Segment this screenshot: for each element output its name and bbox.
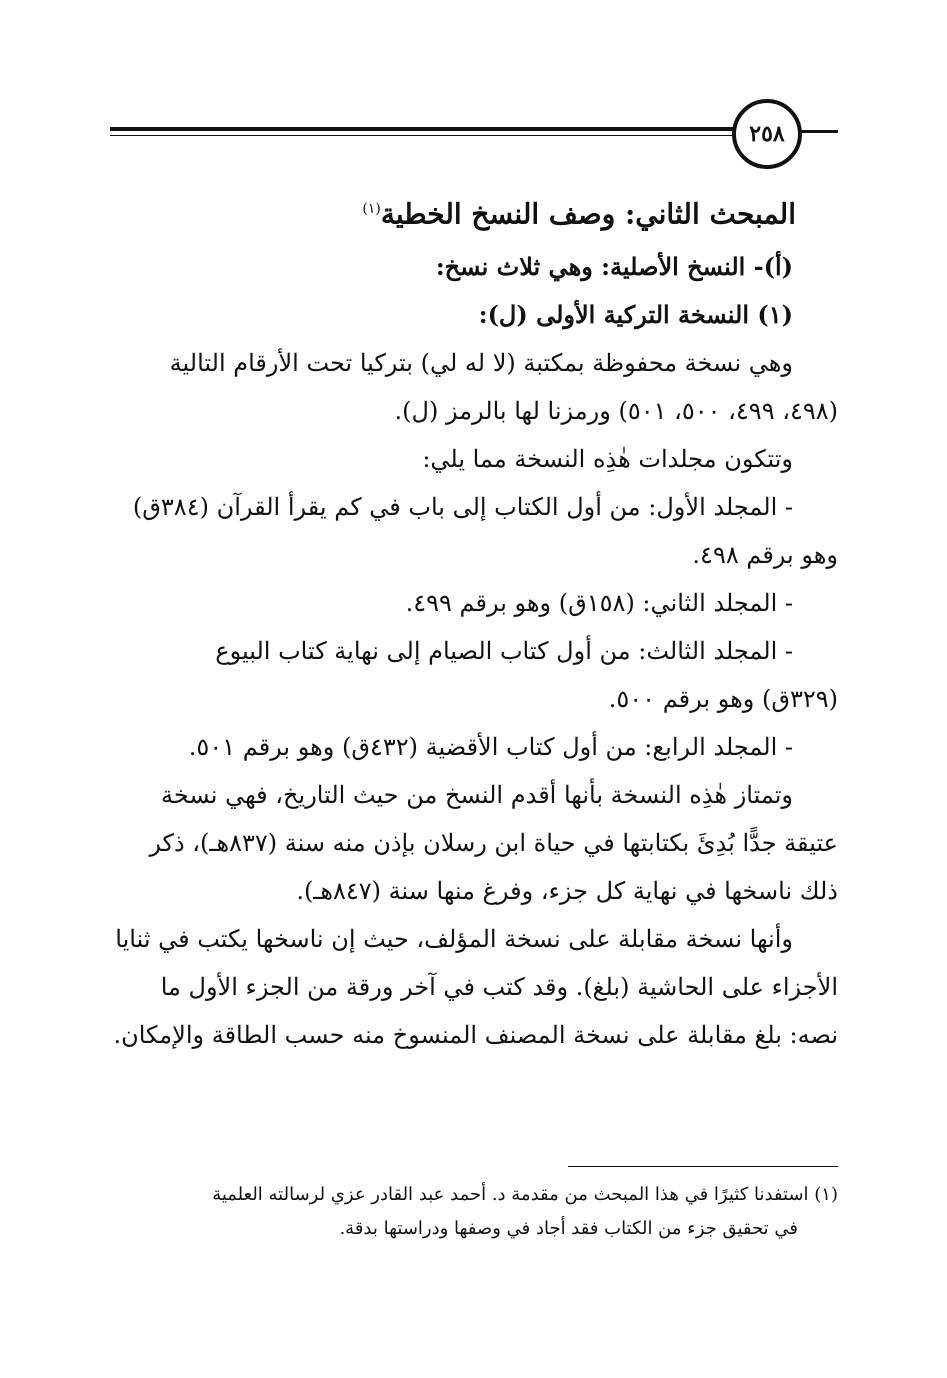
text-line: وهو برقم ٤٩٨.	[692, 541, 838, 570]
subheading-first-turkish-copy: (١) النسخة التركية الأولى (ل):	[478, 300, 793, 330]
header-rule-right	[800, 130, 838, 133]
text-line: وأنها نسخة مقابلة على نسخة المؤلف، حيث إن ناسخها يكتب في ثنايا	[115, 925, 793, 954]
footnote-ref: (١)	[362, 201, 381, 217]
footnote-line: (١) استفدنا كثيرًا في هذا المبحث من مقدمة د. أحمد عبد القادر عزي لرسالته العلمية	[212, 1184, 838, 1205]
text-line: نصه: بلغ مقابلة على نسخة المصنف المنسوخ منه حسب الطاقة والإمكان.	[113, 1021, 838, 1050]
text-line: (٣٢٩ق) وهو برقم ٥٠٠.	[608, 685, 838, 714]
page-body	[110, 180, 838, 1059]
text-line: (٤٩٨، ٤٩٩، ٥٠٠، ٥٠١) ورمزنا لها بالرمز (ل).	[394, 397, 838, 426]
footnote-separator	[568, 1166, 838, 1167]
text-line: وتتكون مجلدات هٰذِه النسخة مما يلي:	[422, 445, 793, 474]
text-line: وتمتاز هٰذِه النسخة بأنها أقدم النسخ من حيث التاريخ، فهي نسخة	[161, 781, 793, 810]
text-line: - المجلد الثاني: (١٥٨ق) وهو برقم ٤٩٩.	[405, 589, 793, 618]
footnote-line: في تحقيق جزء من الكتاب فقد أجاد في وصفها ودراستها بدقة.	[339, 1218, 798, 1239]
page-number: ٢٥٨	[732, 99, 802, 169]
text-line: - المجلد الثالث: من أول كتاب الصيام إلى نهاية كتاب البيوع	[215, 637, 793, 666]
heading-text: المبحث الثاني: وصف النسخ الخطية	[380, 197, 796, 231]
header-rule-thin	[110, 135, 735, 136]
text-line: - المجلد الرابع: من أول كتاب الأقضية (٤٣٢ق) وهو برقم ٥٠١.	[188, 733, 793, 762]
header-rule-thick	[110, 127, 735, 131]
section-heading	[110, 180, 838, 243]
text-line: - المجلد الأول: من أول الكتاب إلى باب في كم يقرأ القرآن (٣٨٤ق)	[132, 493, 793, 522]
text-line: وهي نسخة محفوظة بمكتبة (لا له لي) بتركيا تحت الأرقام التالية	[169, 349, 793, 378]
text-line: ذلك ناسخها في نهاية كل جزء، وفرغ منها سنة (٨٤٧هـ).	[296, 877, 838, 906]
subheading-original-copies: (أ)- النسخ الأصلية: وهي ثلاث نسخ:	[435, 252, 793, 282]
text-line: الأجزاء على الحاشية (بلغ). وقد كتب في آخر ورقة من الجزء الأول ما	[160, 973, 838, 1002]
page-header	[110, 96, 838, 166]
text-line: عتيقة جدًّا بُدِئَ بكتابتها في حياة ابن رسلان بإذن منه سنة (٨٣٧هـ)، ذكر	[149, 829, 838, 858]
footnote	[110, 1178, 838, 1246]
